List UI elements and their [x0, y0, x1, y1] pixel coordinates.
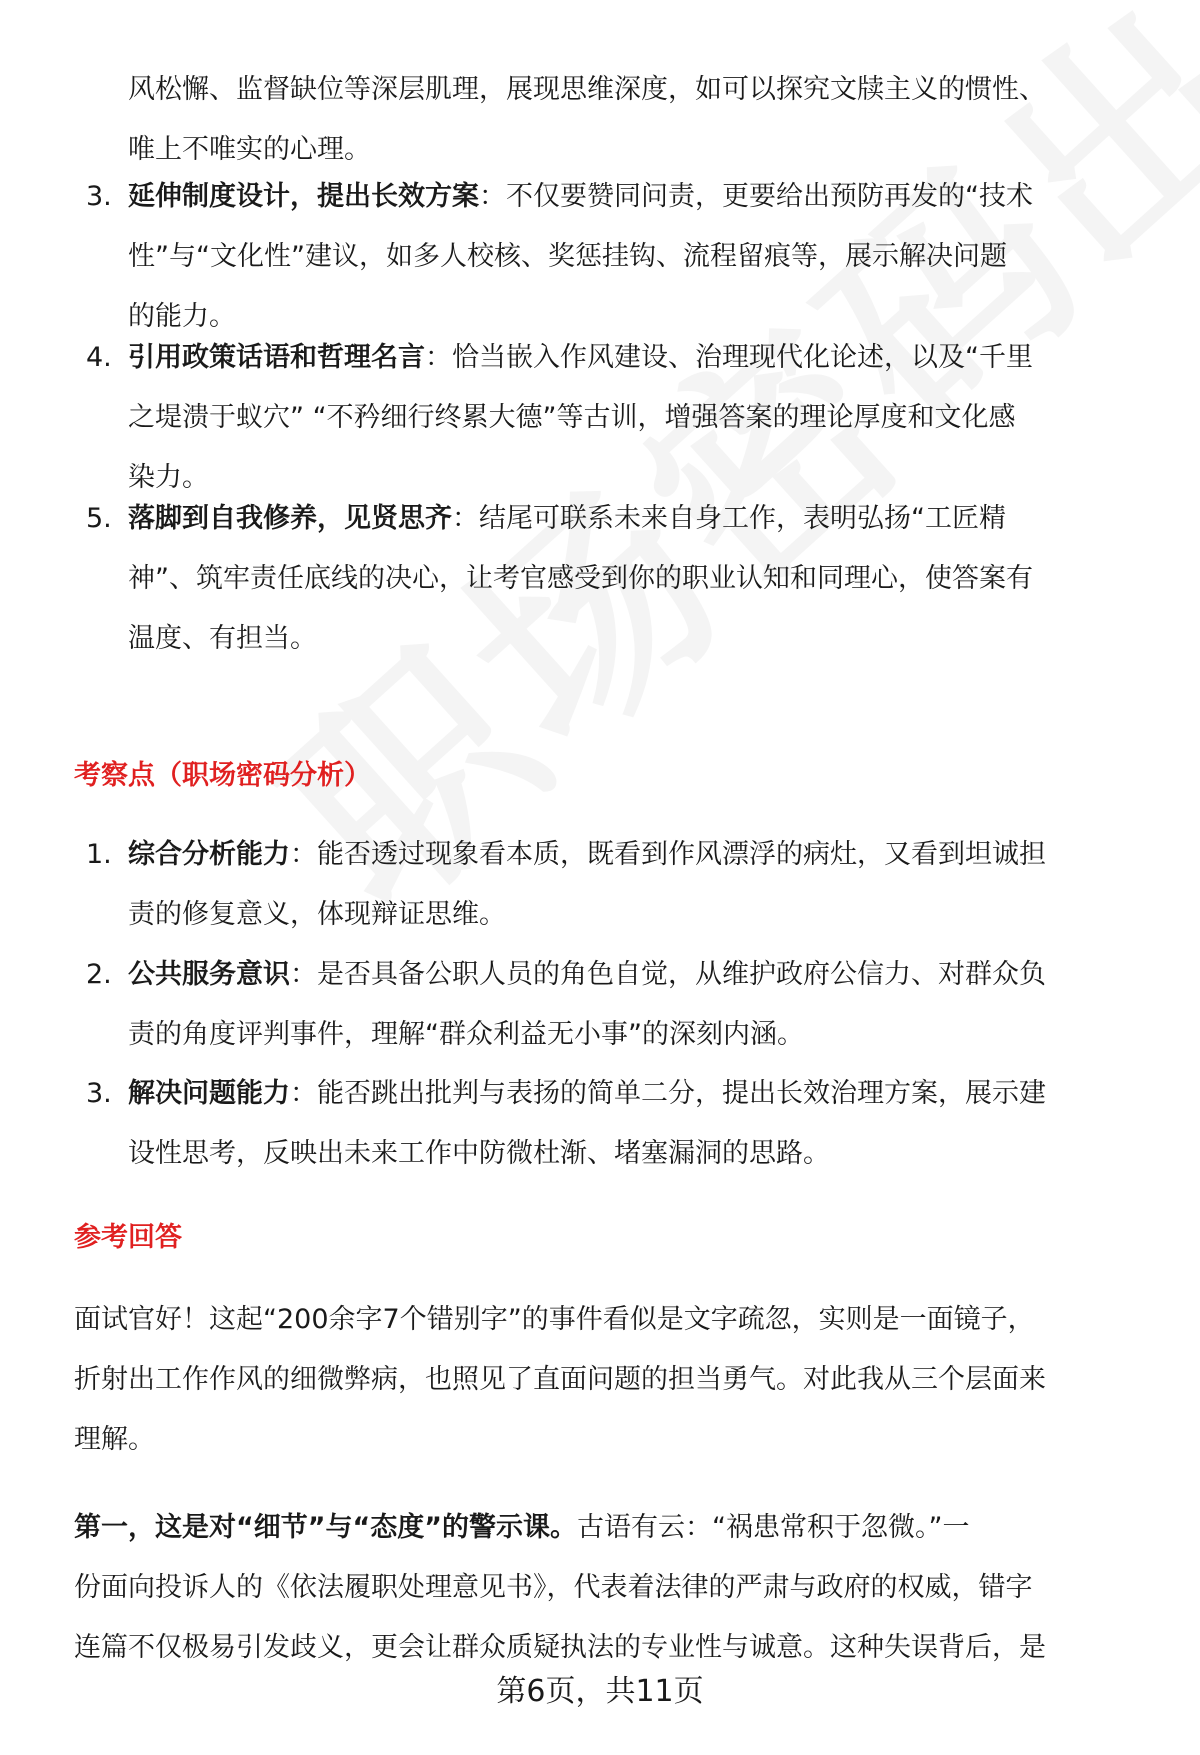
list-number: 3.	[86, 181, 112, 212]
list-number: 2.	[86, 959, 112, 990]
section-heading-answer: 参考回答	[74, 1222, 182, 1253]
text-line: 唯上不唯实的心理。	[128, 134, 371, 165]
list-number: 1.	[86, 839, 112, 870]
text-line: ：不仅要赞同问责，更要给出预防再发的“技术	[479, 181, 1033, 212]
page-number: 第6页，共11页	[496, 1674, 704, 1709]
text-line: 设性思考，反映出未来工作中防微杜渐、堵塞漏洞的思路。	[128, 1138, 830, 1169]
list-item-title: 延伸制度设计，提出长效方案	[128, 181, 479, 212]
text-line: 染力。	[128, 462, 209, 493]
list-item-title: 落脚到自我修养，见贤思齐	[128, 503, 452, 534]
intro-paragraph	[128, 60, 1200, 180]
answer-paragraph	[74, 1290, 1154, 1470]
text-line: 温度、有担当。	[128, 623, 317, 654]
text-line: 的能力。	[128, 301, 236, 332]
text-line: ：结尾可联系未来自身工作，表明弘扬“工匠精	[452, 503, 1006, 534]
first-point-paragraph	[74, 1498, 1154, 1678]
list-item-title: 解决问题能力	[128, 1078, 290, 1109]
list-number: 5.	[86, 503, 112, 534]
text-line: 风松懈、监督缺位等深层肌理，展现思维深度，如可以探究文牍主义的惯性、	[128, 74, 1046, 105]
text-line: 折射出工作作风的细微弊病，也照见了直面问题的担当勇气。对此我从三个层面来	[74, 1364, 1046, 1395]
list-number: 4.	[86, 342, 112, 373]
list-item-title: 综合分析能力	[128, 839, 290, 870]
text-line: 之堤溃于蚁穴” “不矜细行终累大德”等古训，增强答案的理论厚度和文化感	[128, 402, 1016, 433]
list-number: 3.	[86, 1078, 112, 1109]
list-item-title: 公共服务意识	[128, 959, 290, 990]
text-line: 面试官好！这起“200余字7个错别字”的事件看似是文字疏忽，实则是一面镜子，	[74, 1304, 1035, 1335]
text-line: 理解。	[74, 1424, 155, 1455]
text-line: 责的角度评判事件，理解“群众利益无小事”的深刻内涵。	[128, 1019, 804, 1050]
text-line: ：能否跳出批判与表扬的简单二分，提出长效治理方案，展示建	[290, 1078, 1046, 1109]
text-line: 神”、筑牢责任底线的决心，让考官感受到你的职业认知和同理心，使答案有	[128, 563, 1033, 594]
text-line: ：能否透过现象看本质，既看到作风漂浮的病灶，又看到坦诚担	[290, 839, 1046, 870]
section-heading-points: 考察点（职场密码分析）	[74, 760, 371, 791]
text-line: 连篇不仅极易引发歧义，更会让群众质疑执法的专业性与诚意。这种失误背后，是	[74, 1632, 1046, 1663]
text-line: 性”与“文化性”建议，如多人校核、奖惩挂钩、流程留痕等，展示解决问题	[128, 241, 1007, 272]
paragraph-lead: 第一，这是对“细节”与“态度”的警示课。	[74, 1512, 577, 1543]
text-line: 古语有云：“祸患常积于忽微。”一	[576, 1512, 970, 1543]
text-line: ：恰当嵌入作风建设、治理现代化论述，以及“千里	[425, 342, 1033, 373]
text-line: 责的修复意义，体现辩证思维。	[128, 899, 506, 930]
text-line: ：是否具备公职人员的角色自觉，从维护政府公信力、对群众负	[290, 959, 1046, 990]
list-item-title: 引用政策话语和哲理名言	[128, 342, 425, 373]
text-line: 份面向投诉人的《依法履职处理意见书》，代表着法律的严肃与政府的权威，错字	[74, 1572, 1033, 1603]
